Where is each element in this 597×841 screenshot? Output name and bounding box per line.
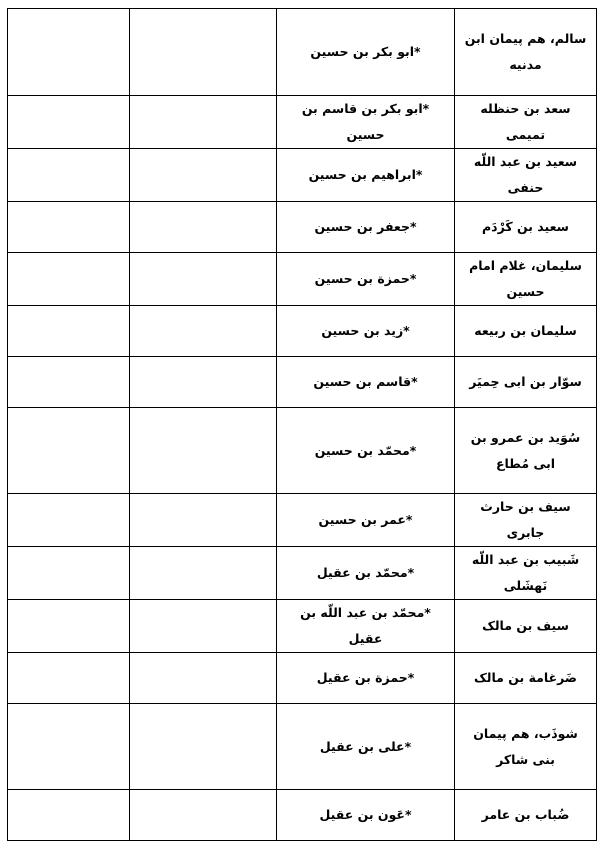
- martyr-cell: [277, 357, 455, 408]
- name-text: ضَرغامة بن مالک: [474, 670, 577, 685]
- empty-cell: [8, 494, 130, 547]
- empty-cell: [130, 653, 277, 704]
- table-row: [8, 408, 597, 494]
- martyr-text: *عمر بن حسین: [318, 512, 413, 527]
- empty-cell: [130, 600, 277, 653]
- name-text: سُوَید بن عمرو بن ابی مُطاع: [470, 429, 581, 471]
- table-row: [8, 547, 597, 600]
- martyr-cell: [277, 253, 455, 306]
- name-cell: [455, 408, 597, 494]
- name-text: سعید بن کَرْدَم: [482, 219, 569, 234]
- name-cell: [455, 547, 597, 600]
- empty-cell: [130, 306, 277, 357]
- empty-cell: [8, 96, 130, 149]
- table-row: [8, 202, 597, 253]
- empty-cell: [8, 790, 130, 841]
- name-cell: [455, 202, 597, 253]
- empty-cell: [8, 253, 130, 306]
- martyr-text: *محمّد بن عقیل: [316, 565, 415, 580]
- name-cell: [455, 494, 597, 547]
- table-row: [8, 704, 597, 790]
- empty-cell: [130, 149, 277, 202]
- martyr-text: *عَون بن عقیل: [319, 807, 412, 822]
- martyr-text: *قاسم بن حسین: [313, 374, 418, 389]
- martyr-text: *زید بن حسین: [321, 323, 410, 338]
- martyr-cell: [277, 9, 455, 96]
- martyr-cell: [277, 202, 455, 253]
- empty-cell: [130, 9, 277, 96]
- martyr-text: *ابو بکر بن قاسم بن حسین: [301, 101, 430, 142]
- empty-cell: [8, 357, 130, 408]
- empty-cell: [130, 547, 277, 600]
- table-row: [8, 149, 597, 202]
- name-cell: [455, 653, 597, 704]
- name-cell: [455, 9, 597, 96]
- name-text: سلیمان بن ربیعه: [474, 323, 577, 338]
- empty-cell: [8, 408, 130, 494]
- empty-cell: [8, 9, 130, 96]
- name-cell: [455, 149, 597, 202]
- empty-cell: [8, 600, 130, 653]
- table-row: [8, 9, 597, 96]
- name-text: سیف بن مالک: [482, 618, 569, 633]
- martyr-text: *جعفر بن حسین: [314, 219, 417, 234]
- name-cell: [455, 790, 597, 841]
- empty-cell: [8, 704, 130, 790]
- name-text: سلیمان، غلام امام حسین: [469, 258, 582, 299]
- martyr-cell: [277, 408, 455, 494]
- name-cell: [455, 704, 597, 790]
- table-row: [8, 790, 597, 841]
- empty-cell: [130, 494, 277, 547]
- martyr-cell: [277, 306, 455, 357]
- empty-cell: [130, 408, 277, 494]
- empty-cell: [130, 96, 277, 149]
- table-row: [8, 96, 597, 149]
- name-text: سعد بن حنظله تمیمی: [480, 101, 571, 142]
- name-text: شَبیب بن عبد اللّه نَهشَلی: [471, 552, 580, 593]
- empty-cell: [8, 653, 130, 704]
- name-cell: [455, 600, 597, 653]
- name-cell: [455, 253, 597, 306]
- table-row: [8, 494, 597, 547]
- martyr-cell: [277, 790, 455, 841]
- martyr-text: *حمزة بن عقیل: [316, 670, 415, 685]
- martyr-text: *علی بن عقیل: [319, 738, 412, 754]
- empty-cell: [8, 149, 130, 202]
- martyr-cell: [277, 600, 455, 653]
- martyr-cell: [277, 704, 455, 790]
- empty-cell: [8, 202, 130, 253]
- martyr-cell: [277, 96, 455, 149]
- name-text: سعید بن عبد اللّه حنفی: [473, 154, 578, 195]
- name-text: سالم، هم پیمان ابن مدنیه: [464, 31, 587, 72]
- martyr-text: *ابو بکر بن حسین: [310, 44, 421, 59]
- empty-cell: [130, 253, 277, 306]
- martyr-cell: [277, 653, 455, 704]
- empty-cell: [8, 306, 130, 357]
- table-row: [8, 653, 597, 704]
- name-text: ضُباب بن عامر: [481, 807, 570, 822]
- empty-cell: [130, 704, 277, 790]
- empty-cell: [8, 547, 130, 600]
- empty-cell: [130, 790, 277, 841]
- table-row: [8, 306, 597, 357]
- table-row: [8, 600, 597, 653]
- name-cell: [455, 306, 597, 357]
- name-cell: [455, 96, 597, 149]
- name-cell: [455, 357, 597, 408]
- martyrs-table: [7, 8, 597, 841]
- martyr-cell: [277, 547, 455, 600]
- martyr-text: *محمّد بن حسین: [314, 442, 417, 458]
- empty-cell: [130, 357, 277, 408]
- martyr-cell: [277, 149, 455, 202]
- empty-cell: [130, 202, 277, 253]
- martyr-text: *ابراهیم بن حسین: [308, 167, 423, 182]
- martyr-text: *محمّد بن عبد اللّه بن عقیل: [300, 605, 431, 646]
- name-text: شوذَب، هم پیمان بنی شاکر: [473, 725, 578, 767]
- name-text: سیف بن حارث جابری: [480, 499, 571, 540]
- name-text: سوّار بن ابی حِمیَر: [469, 374, 582, 389]
- table-row: [8, 253, 597, 306]
- martyr-text: *حمزة بن حسین: [314, 271, 417, 286]
- martyr-cell: [277, 494, 455, 547]
- table-row: [8, 357, 597, 408]
